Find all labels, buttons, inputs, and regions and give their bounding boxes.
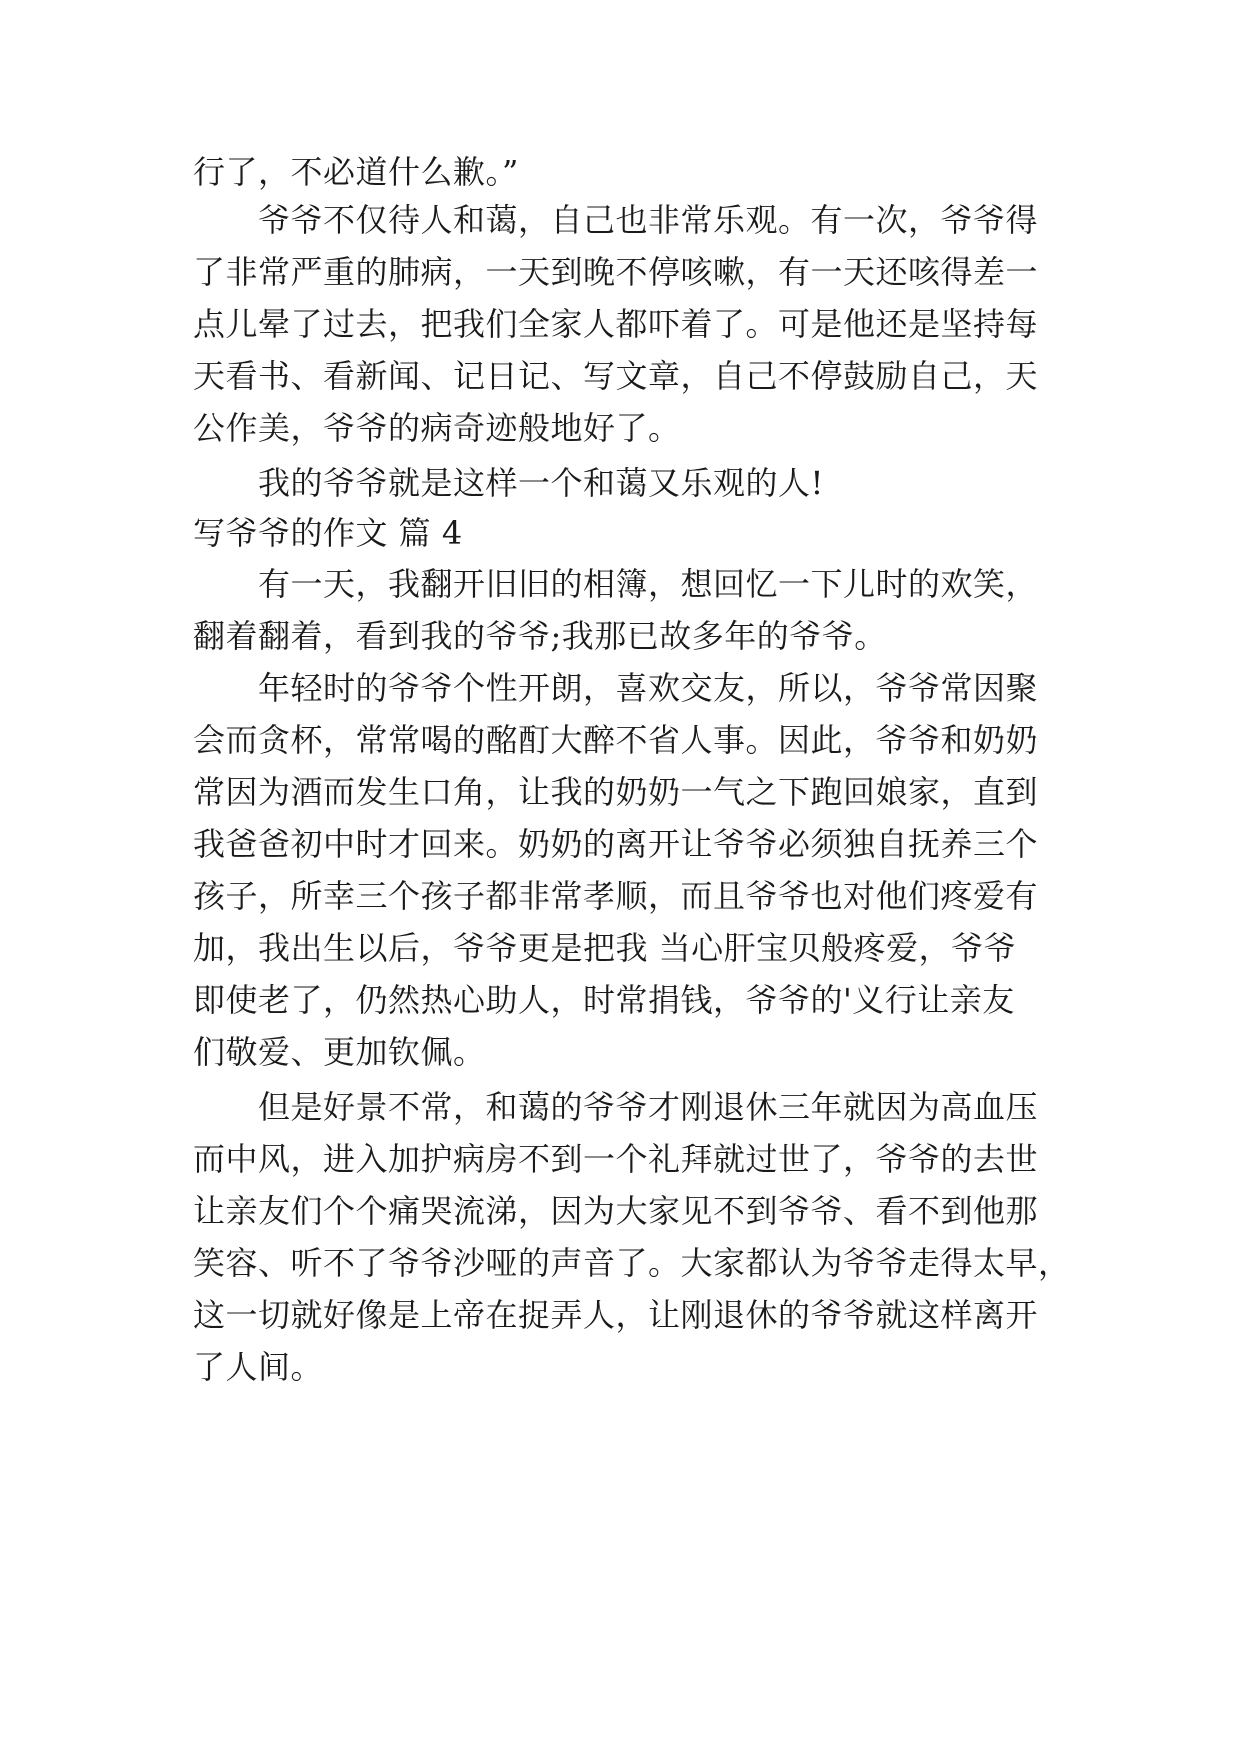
paragraph-start-line: 爷爷不仅待人和蔼，自己也非常乐观。有一次，爷爷得 bbox=[258, 201, 1039, 239]
text-line: 加，我出生以后，爷爷更是把我 当心肝宝贝般疼爱，爷爷 bbox=[193, 929, 1017, 967]
text-line: 翻着翻着，看到我的爷爷;我那已故多年的爷爷。 bbox=[193, 617, 887, 655]
text-line: 天看书、看新闻、记日记、写文章，自己不停鼓励自己，天 bbox=[193, 357, 1039, 395]
text-line: 这一切就好像是上帝在捉弄人，让刚退休的爷爷就这样离开 bbox=[193, 1296, 1039, 1334]
text-line: 点儿晕了过去，把我们全家人都吓着了。可是他还是坚持每 bbox=[193, 305, 1039, 343]
text-line: 们敬爱、更加钦佩。 bbox=[193, 1033, 486, 1071]
paragraph-start-line: 我的爷爷就是这样一个和蔼又乐观的人! bbox=[258, 464, 824, 502]
text-line: 行了，不必道什么歉。” bbox=[193, 153, 519, 191]
text-line: 笑容、听不了爷爷沙哑的声音了。大家都认为爷爷走得太早， bbox=[193, 1244, 1071, 1282]
text-line: 常因为酒而发生口角，让我的奶奶一气之下跑回娘家，直到 bbox=[193, 773, 1039, 811]
text-line: 而中风，进入加护病房不到一个礼拜就过世了，爷爷的去世 bbox=[193, 1140, 1039, 1178]
paragraph-start-line: 但是好景不常，和蔼的爷爷才刚退休三年就因为高血压 bbox=[258, 1088, 1039, 1126]
section-heading: 写爷爷的作文 篇 4 bbox=[193, 514, 463, 552]
text-line: 会而贪杯，常常喝的酩酊大醉不省人事。因此，爷爷和奶奶 bbox=[193, 721, 1039, 759]
text-line: 让亲友们个个痛哭流涕，因为大家见不到爷爷、看不到他那 bbox=[193, 1192, 1039, 1230]
text-line: 即使老了，仍然热心助人，时常捐钱，爷爷的'义行让亲友 bbox=[193, 981, 1015, 1019]
paragraph-start-line: 年轻时的爷爷个性开朗，喜欢交友，所以，爷爷常因聚 bbox=[258, 669, 1039, 707]
text-line: 我爸爸初中时才回来。奶奶的离开让爷爷必须独自抚养三个 bbox=[193, 825, 1039, 863]
paragraph-start-line: 有一天，我翻开旧旧的相簿，想回忆一下儿时的欢笑， bbox=[258, 565, 1039, 603]
text-line: 了人间。 bbox=[193, 1348, 324, 1386]
text-line: 了非常严重的肺病，一天到晚不停咳嗽，有一天还咳得差一 bbox=[193, 253, 1039, 291]
text-line: 公作美，爷爷的病奇迹般地好了。 bbox=[193, 409, 681, 447]
text-line: 孩子，所幸三个孩子都非常孝顺，而且爷爷也对他们疼爱有 bbox=[193, 877, 1039, 915]
